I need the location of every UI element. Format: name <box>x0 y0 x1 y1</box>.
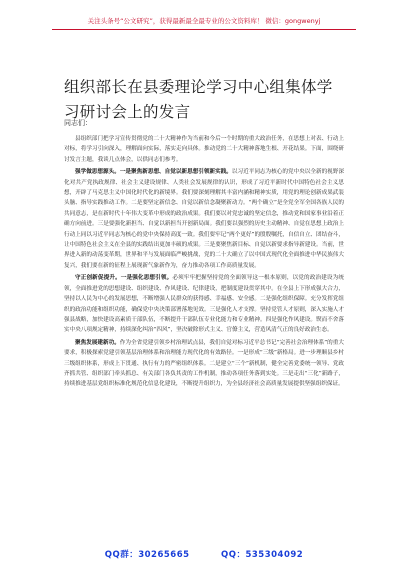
paragraph-lead: 强学做思想源头。一是聚焦新思想、自觉以新思想引领新实践。 <box>75 169 232 176</box>
qq-group: QQ群：30265665 <box>104 550 190 560</box>
body-paragraph <box>64 273 344 335</box>
paragraph-text: 以习近平同志为核心的党中央以全新的视野深化对共产党执政规律、社会主义建设规律、人类社会发展规律的认识，形成了习近平新时代中国特色社会主义思想，开辟了马克思主义中国化时代化的新境界。我们要深刻理解其丰富内涵和精神实质，用党的理论创新成果武装头脑、指导实践推动工作。二是要坚定新信念、自觉以新信念凝聚新动力。“两个确立”是全党全军全国各族人民的共同意志，是在新时代十年伟大变革中形成的政治成果。我们要以对党忠诚的坚定信念，推动党和国家事业沿着正确方向前进。三是要强化新担当、自觉以新担当开创新局面。我们要以强烈的历史主动精神、自觉在思想上政治上行动上同以习近平同志为核心的党中央保持高度一致。我们要牢记“两个更好”的殷殷嘱托，自信自立、团结奋斗，让中国特色社会主义在全县的实践结出更加丰硕的成果。三是要聚焦新目标、自觉以新要求指导新建设。当前，世界进入新的动荡变革期，世界和平与发展面临严峻挑战，党的二十大确立了以中国式现代化全面推进中华民族伟大复兴，我们要在新的征程上展现新气象新作为，奋力推动各项工作高质量发展。 <box>64 169 344 269</box>
document-body <box>64 134 344 392</box>
qq-number: QQ：535304092 <box>221 550 304 560</box>
body-paragraph <box>64 134 344 165</box>
paragraph-lead: 聚焦发展建新功。 <box>75 339 120 346</box>
paragraph-lead: 守正创新促提升。一是强化思想引领。 <box>75 275 173 282</box>
salutation: 同志们： <box>64 119 92 127</box>
footer-contact <box>0 548 408 560</box>
paragraph-text: 必须牢牢把握坚持党的全面领导这一根本原则，以党的政治建设为统领，全面推进党的思想建设、组织建设、作风建设、纪律建设，把制度建设贯穿其中。在全县上下形成强大合力，坚持以人民为中心的发展思想，不断增强人民群众的获得感、幸福感、安全感。二是强化组织保障。充分发挥党组织的政治功能和组织功能，确保党中央决策部署落地见效。三是强化人才支撑。坚持党管人才原则，深入实施人才强县战略，加快建设高素质干部队伍，不断提升干部队伍专业化能力和专业精神。四是强化作风建设。锲而不舍落实中央八项规定精神，持续深化纠治“四风”，坚决破除形式主义、官僚主义，营造风清气正的良好政治生态。 <box>64 275 344 334</box>
body-paragraph <box>64 338 344 390</box>
paragraph-text: 作为全省党建引领乡村治理试点县，我们自觉对标习近平总书记“完善社会治理体系”的重大要求，积极探索党建引领基层治理体系和治理能力现代化的有效路径。一是形成“三级”新格局。进一步理顺县乡村三级组织体系，形成上下贯通、执行有力的严密组织体系。二是建立“三个”新机制，健全完善党委统一领导、党政齐抓共管、组织部门牵头抓总、有关部门各负其责的工作机制，推动各项任务落到实处。三是走出“三化”新路子，持续推进基层党组织标准化规范化信息化建设，不断提升组织力，为全县经济社会高质量发展提供坚强组织保证。 <box>64 339 344 388</box>
document-title: 组织部长在县委理论学习中心组集体学习研讨会上的发言 <box>64 78 333 122</box>
paragraph-text: 县组织部门把学习宣传贯彻党的二十大精神作为当前和今后一个时期的重大政治任务，在思想上对表、行动上对标，将学习引向深入，理解面向实际，落实走向具体。推动党的二十大精神落地生根、开花结果。下面，围绕研讨发言主题，我谈几点体会，以供同志们参考。 <box>64 136 344 163</box>
body-paragraph <box>64 167 344 271</box>
banner-divider <box>52 29 356 30</box>
top-banner: 关注头条号“公文研究”，获得最新最全最专业的公文资料库！ 微信：gongwenyj <box>87 16 321 25</box>
